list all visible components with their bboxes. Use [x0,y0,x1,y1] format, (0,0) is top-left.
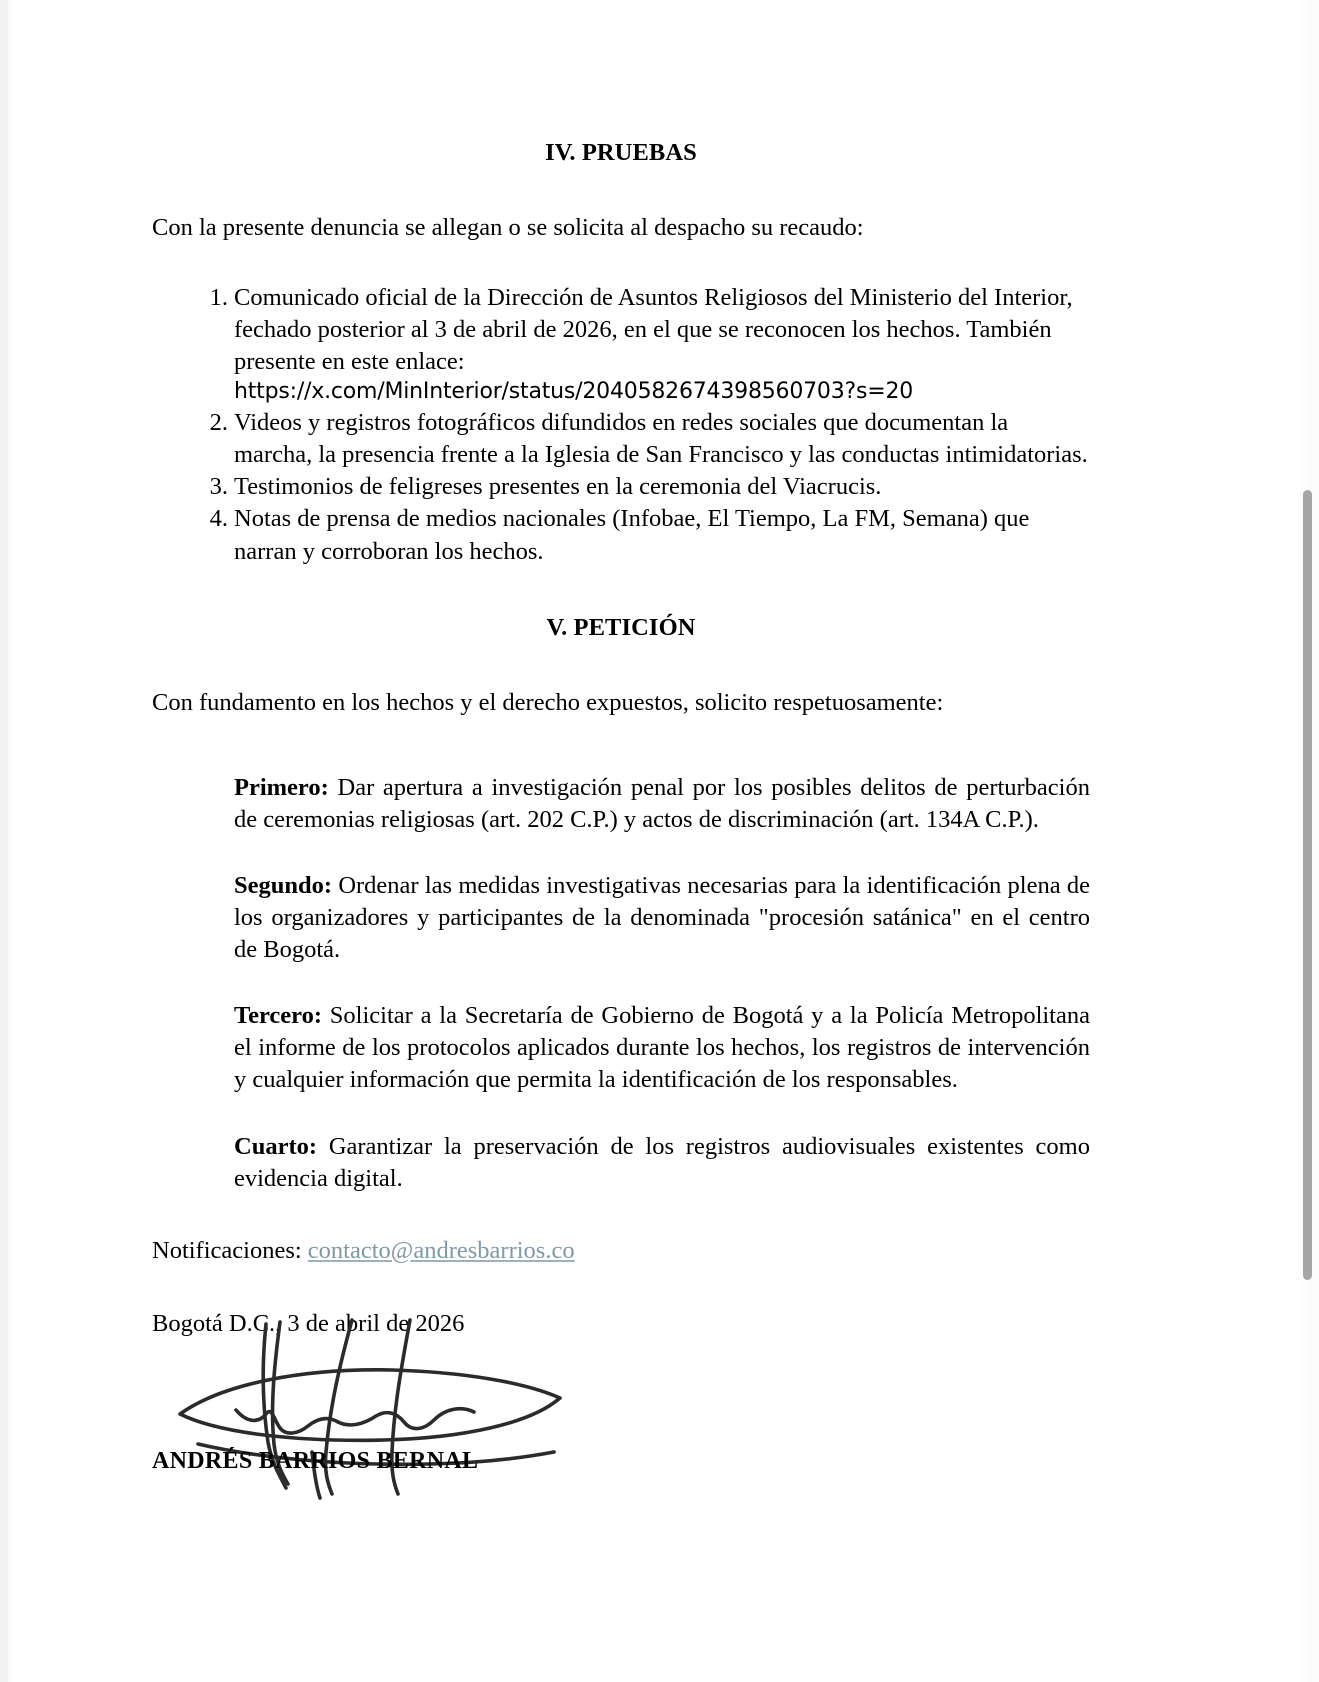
petition-lead-primero: Primero: [234,773,329,801]
pruebas-intro-paragraph: Con la presente denuncia se allegan o se solicita al despacho su recaudo: [152,214,864,241]
signature-area [152,1340,1090,1515]
list-item-text: Comunicado oficial de la Dirección de Asuntos Religiosos del Ministerio del Interior, fechado posterior al 3 de abril de 2026, en el que se reconocen los hechos. También presente en este enlace: [234,284,1073,376]
petition-text-segundo: Ordenar las medidas investigativas necesarias para la identificación plena de los organizadores y participantes de la denominada "procesión satánica" en el centro de Bogotá. [234,871,1090,964]
petition-text-tercero: Solicitar a la Secretaría de Gobierno de Bogotá y a la Policía Metropolitana el informe de los protocolos aplicados durante los hechos, los registros de intervención y cualquier información que permita la identificación de los responsables. [234,1002,1090,1094]
list-item [152,407,1090,471]
petition-list [152,772,1090,1195]
petition-text-cuarto: Garantizar la preservación de los registros audiovisuales existentes como evidencia digital. [234,1132,1090,1192]
list-item-marker: 3. [209,473,228,501]
petition-item-cuarto [234,1131,1090,1195]
list-item-marker: 1. [209,284,228,312]
petition-lead-cuarto: Cuarto: [234,1132,318,1160]
evidence-list [152,282,1090,568]
petition-item-segundo [234,870,1090,966]
notifications-line [152,1235,1090,1267]
document-page [12,0,1302,1682]
petition-text-primero: Dar apertura a investigación penal por los posibles delitos de perturbación de ceremonias religiosas (art. 202 C.P.) y actos de discriminación (art. 134A C.P.). [234,773,1090,833]
list-item-marker: 4. [209,505,228,533]
section-heading-peticion: V. PETICIÓN [546,613,696,641]
list-item-text: Testimonios de feligreses presentes en la ceremonia del Viacrucis. [234,473,882,501]
petition-lead-tercero: Tercero: [234,1002,322,1030]
list-item [152,471,1090,503]
signer-printed-name: ANDRÉS BARRIOS BERNAL [152,1447,479,1474]
page-gutter-left [0,0,8,1682]
document-content [152,0,1090,1515]
vertical-scrollbar-track[interactable] [1304,0,1316,1682]
list-item [152,503,1090,567]
evidence-url-link[interactable]: https://x.com/MinInterior/status/2040582674398560703?s=20 [234,379,914,405]
list-item [152,282,1090,407]
peticion-intro-paragraph: Con fundamento en los hechos y el derecho expuestos, solicito respetuosamente: [152,688,944,716]
list-item-text: Notas de prensa de medios nacionales (Infobae, El Tiempo, La FM, Semana) que narran y corroboran los hechos. [234,505,1030,565]
petition-lead-segundo: Segundo: [234,871,333,899]
section-heading-pruebas: IV. PRUEBAS [545,139,697,166]
place-and-date: Bogotá D.C., 3 de abril de 2026 [152,1309,465,1337]
list-item-text: Videos y registros fotográficos difundidos en redes sociales que documentan la marcha, la presencia frente a la Iglesia de San Francisco y las conductas intimidatorias. [234,409,1088,469]
notifications-email-link[interactable]: contacto@andresbarrios.co [307,1236,575,1264]
petition-item-tercero [234,1000,1090,1096]
list-item-marker: 2. [209,409,228,437]
notifications-label: Notificaciones: [152,1236,302,1264]
petition-item-primero [234,772,1090,836]
vertical-scrollbar-thumb[interactable] [1303,490,1312,1280]
